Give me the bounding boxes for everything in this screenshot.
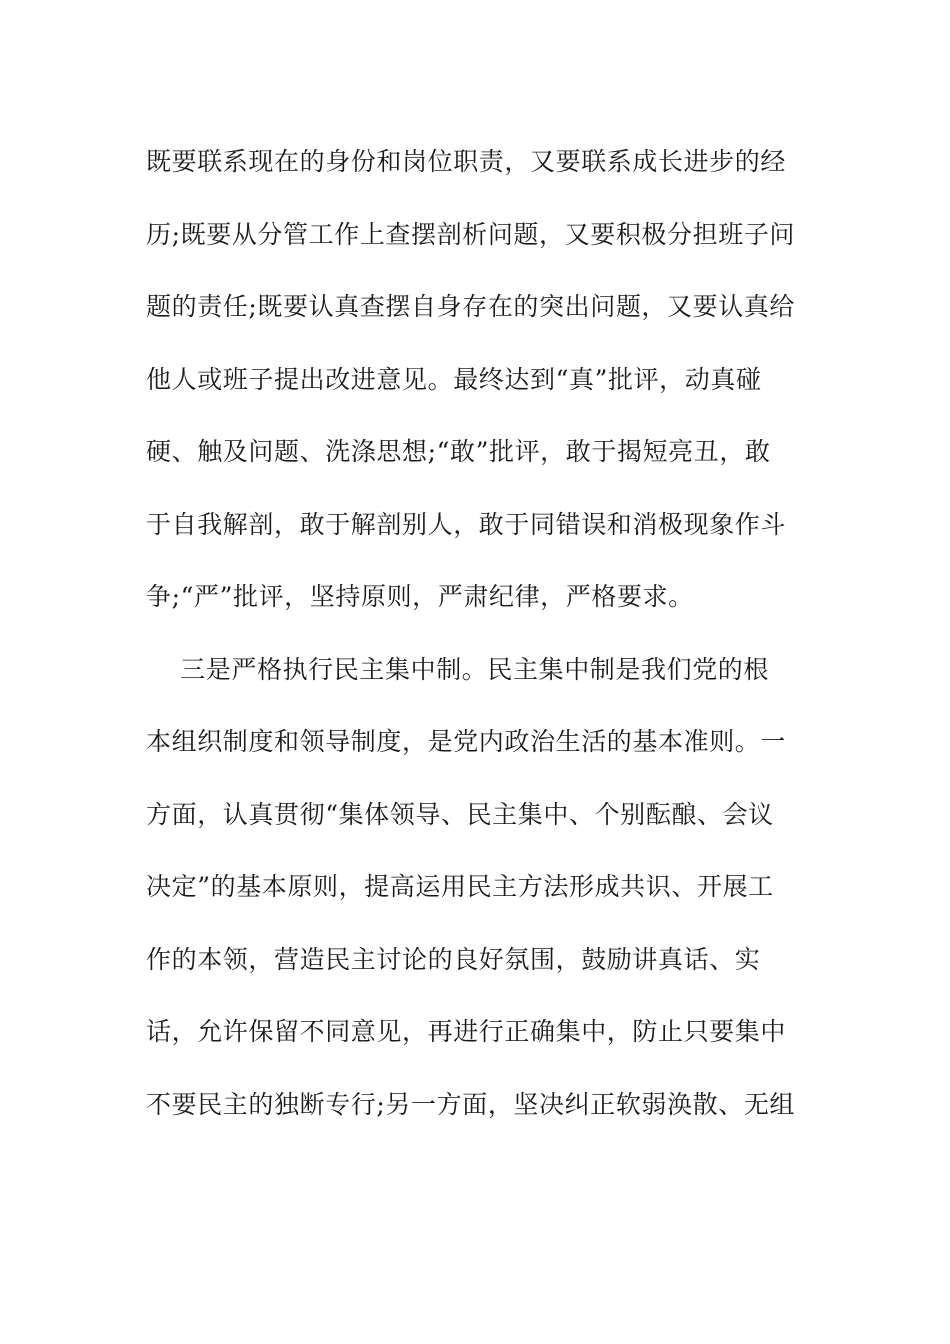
text-line: 作的本领，营造民主讨论的良好氛围，鼓励讲真话、实 xyxy=(146,944,761,974)
text-line: 历;既要从分管工作上查摆剖析问题，又要积极分担班子问 xyxy=(146,219,796,249)
text-line: 本组织制度和领导制度，是党内政治生活的基本准则。一 xyxy=(146,727,787,756)
text-line: 题的责任;既要认真查摆自身存在的突出问题，又要认真给 xyxy=(146,292,796,321)
text-line: 争;“严”批评，坚持原则，严肃纪律，严格要求。 xyxy=(146,582,694,611)
text-line: 话，允许保留不同意见，再进行正确集中，防止只要集中 xyxy=(146,1017,787,1046)
paragraph-start-line: 三是严格执行民主集中制。民主集中制是我们党的根 xyxy=(146,654,769,684)
text-line: 不要民主的独断专行;另一方面，坚决纠正软弱涣散、无组 xyxy=(146,1089,796,1119)
text-line: 决定”的基本原则，提高运用民主方法形成共识、开展工 xyxy=(146,872,774,901)
body-text xyxy=(146,126,806,1141)
text-line: 硬、触及问题、洗涤思想;“敢”批评，敢于揭短亮丑，敢 xyxy=(146,437,771,466)
text-line: 他人或班子提出改进意见。最终达到“真”批评，动真碰 xyxy=(146,364,762,394)
text-line: 既要联系现在的身份和岗位职责，又要联系成长进步的经 xyxy=(146,147,787,176)
text-line: 于自我解剖，敢于解剖别人，敢于同错误和消极现象作斗 xyxy=(146,509,787,539)
text-line: 方面，认真贯彻“集体领导、民主集中、个别酝酿、会议 xyxy=(146,799,774,829)
